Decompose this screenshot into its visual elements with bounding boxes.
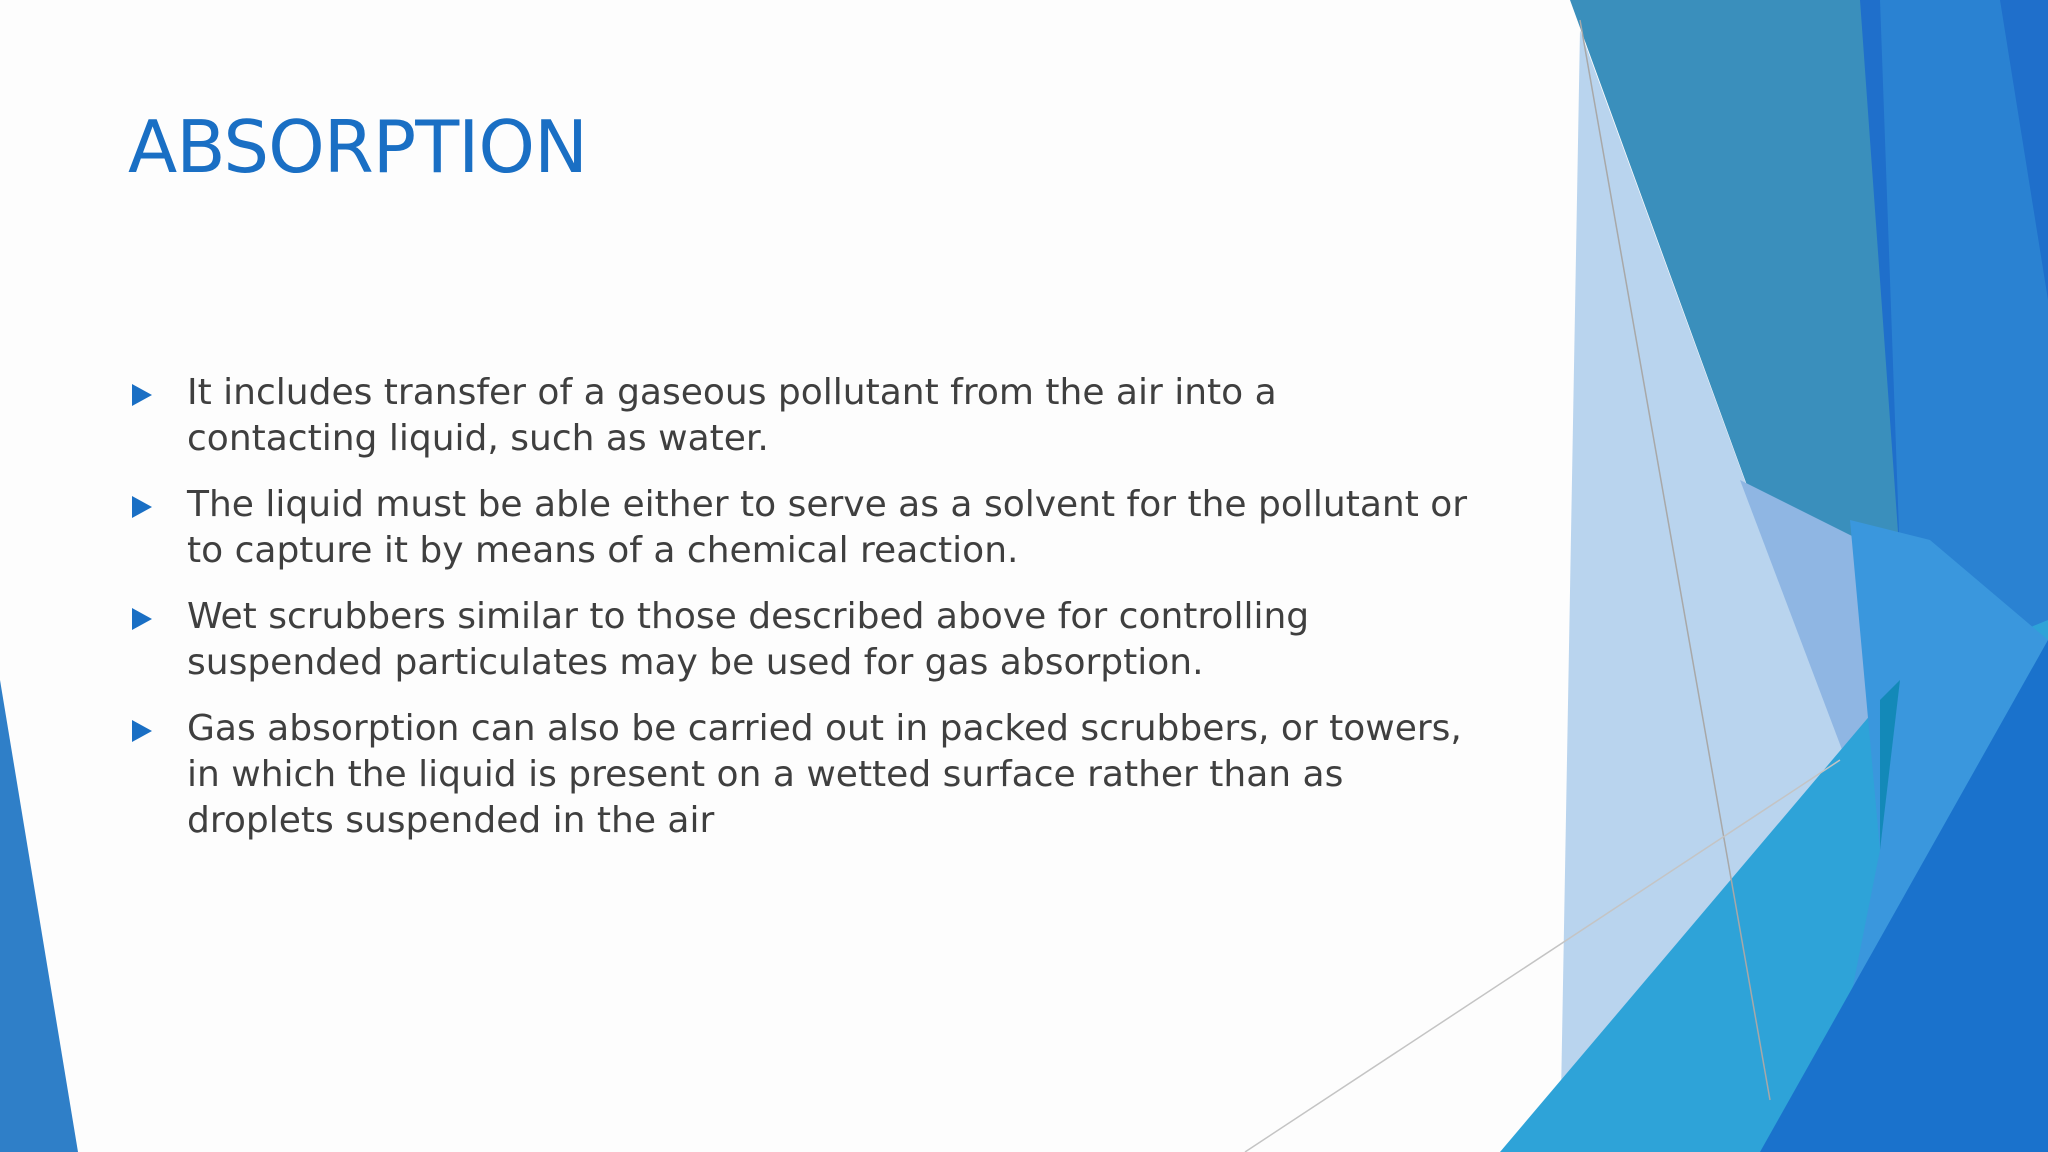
- bullet-item: [128, 594, 1478, 686]
- slide-title: ABSORPTION: [128, 105, 587, 189]
- left-facet: [0, 680, 78, 1152]
- bullet-item: [128, 706, 1478, 844]
- bullet-text: It includes transfer of a gaseous pollutant from the air into a contacting liquid, such as water.: [187, 372, 1277, 459]
- bullet-item: [128, 482, 1478, 574]
- bullet-item: [128, 370, 1478, 462]
- triangle-bullet-icon: [132, 384, 152, 406]
- bullet-text: The liquid must be able either to serve as a solvent for the pollutant or to capture it by means of a chemical reaction.: [187, 484, 1468, 571]
- bullet-text: Gas absorption can also be carried out in packed scrubbers, or towers, in which the liquid is present on a wetted surface rather than as droplets suspended in the air: [187, 708, 1462, 841]
- triangle-bullet-icon: [132, 608, 152, 630]
- bullet-list: [128, 370, 1478, 864]
- bullet-text: Wet scrubbers similar to those described above for controlling suspended particulates may be used for gas absorption.: [187, 596, 1310, 683]
- triangle-bullet-icon: [132, 720, 152, 742]
- triangle-bullet-icon: [132, 496, 152, 518]
